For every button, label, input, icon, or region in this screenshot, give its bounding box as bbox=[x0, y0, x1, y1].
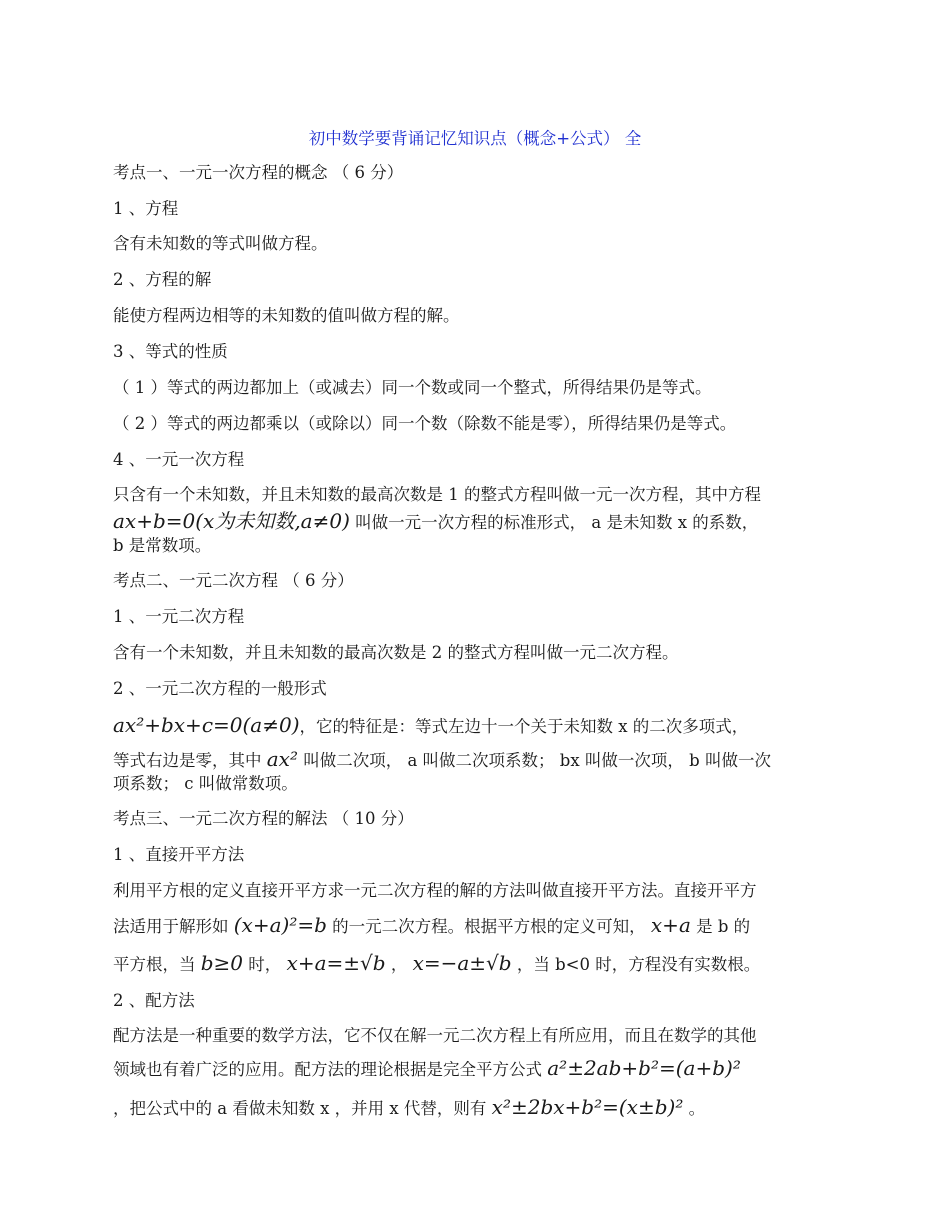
paragraph-property-1: （ 1 ）等式的两边都加上（或减去）同一个数或同一个整式，所得结果仍是等式。 bbox=[113, 378, 712, 397]
paragraph-linear-line2 bbox=[113, 508, 843, 536]
paragraph-quadratic-definition: 含有一个未知数，并且未知数的最高次数是 2 的整式方程叫做一元二次方程。 bbox=[113, 643, 679, 662]
formula-x-plus-a: x+a bbox=[650, 913, 691, 937]
paragraph-direct-line2 bbox=[113, 912, 843, 940]
formula-linear-standard: ax+b=0(x为未知数,a≠0) bbox=[113, 509, 350, 533]
section-2-heading: 考点二、一元二次方程 （ 6 分） bbox=[113, 571, 354, 590]
subheading-quadratic: 1 、一元二次方程 bbox=[113, 607, 245, 626]
paragraph-property-2: （ 2 ）等式的两边都乘以（或除以）同一个数（除数不能是零），所得结果仍是等式。 bbox=[113, 414, 737, 433]
text-fragment: 的一元二次方程。根据平方根的定义可知， bbox=[326, 917, 651, 936]
paragraph-general-line3: 项系数； c 叫做常数项。 bbox=[113, 774, 298, 793]
formula-x-perfect-square: x²±2bx+b²=(x±b)² bbox=[491, 1095, 684, 1119]
paragraph-square-line1: 配方法是一种重要的数学方法，它不仅在解一元二次方程上有所应用，而且在数学的其他 bbox=[113, 1026, 757, 1045]
text-fragment: 领域也有着广泛的应用。配方法的理论根据是完全平方公式 bbox=[113, 1060, 548, 1079]
page-title: 初中数学要背诵记忆知识点（概念+公式） 全 bbox=[308, 129, 642, 148]
formula-root-1: x+a=±√b bbox=[286, 951, 386, 975]
formula-perfect-square: a²±2ab+b²=(a+b)² bbox=[547, 1056, 741, 1080]
subheading-direct-root: 1 、直接开平方法 bbox=[113, 845, 245, 864]
paragraph-square-line2 bbox=[113, 1055, 843, 1083]
section-1-heading: 考点一、一元一次方程的概念 （ 6 分） bbox=[113, 163, 404, 182]
section-3-heading: 考点三、一元二次方程的解法 （ 10 分） bbox=[113, 809, 414, 828]
paragraph-linear-line3: b 是常数项。 bbox=[113, 536, 212, 555]
formula-root-2: x=−a±√b bbox=[412, 951, 512, 975]
paragraph-linear-line1: 只含有一个未知数，并且未知数的最高次数是 1 的整式方程叫做一元一次方程，其中方程 bbox=[113, 485, 761, 504]
text-fragment: ， bbox=[385, 955, 413, 974]
subheading-equality-properties: 3 、等式的性质 bbox=[113, 342, 228, 361]
subheading-equation: 1 、方程 bbox=[113, 199, 179, 218]
paragraph-direct-line3 bbox=[113, 950, 843, 978]
text-fragment: ，当 b<0 时，方程没有实数根。 bbox=[511, 955, 761, 974]
subheading-completing-square: 2 、配方法 bbox=[113, 991, 195, 1010]
subheading-linear-equation: 4 、一元一次方程 bbox=[113, 450, 245, 469]
paragraph-square-line3 bbox=[113, 1094, 843, 1122]
formula-x-plus-a-squared: (x+a)²=b bbox=[233, 913, 327, 937]
paragraph-direct-line1: 利用平方根的定义直接开平方求一元二次方程的解的方法叫做直接开平方法。直接开平方 bbox=[113, 881, 757, 900]
paragraph-general-line1 bbox=[113, 712, 843, 740]
formula-general-form: ax²+bx+c=0(a≠0) bbox=[113, 713, 300, 737]
text-fragment: ，把公式中的 a 看做未知数 x ，并用 x 代替，则有 bbox=[113, 1099, 492, 1118]
paragraph-linear-text: 叫做一元一次方程的标准形式， a 是未知数 x 的系数， bbox=[349, 513, 759, 532]
subheading-solution: 2 、方程的解 bbox=[113, 270, 212, 289]
text-fragment: 叫做二次项， a 叫做二次项系数； bx 叫做一次项， b 叫做一次 bbox=[297, 751, 771, 770]
paragraph-general-text: ，它的特征是：等式左边十一个关于未知数 x 的二次多项式， bbox=[299, 717, 749, 736]
text-fragment: 等式右边是零，其中 bbox=[113, 751, 267, 770]
formula-b-nonnegative: b≥0 bbox=[200, 951, 244, 975]
text-fragment: 法适用于解形如 bbox=[113, 917, 234, 936]
subheading-general-form: 2 、一元二次方程的一般形式 bbox=[113, 679, 327, 698]
paragraph-general-line2 bbox=[113, 746, 843, 774]
text-fragment: 时， bbox=[243, 955, 287, 974]
text-fragment: 平方根，当 bbox=[113, 955, 201, 974]
paragraph-solution-definition: 能使方程两边相等的未知数的值叫做方程的解。 bbox=[113, 306, 460, 325]
text-fragment: 。 bbox=[683, 1099, 706, 1118]
text-fragment: 是 b 的 bbox=[690, 917, 751, 936]
formula-ax-squared: ax² bbox=[266, 747, 298, 771]
paragraph-equation-definition: 含有未知数的等式叫做方程。 bbox=[113, 234, 328, 253]
